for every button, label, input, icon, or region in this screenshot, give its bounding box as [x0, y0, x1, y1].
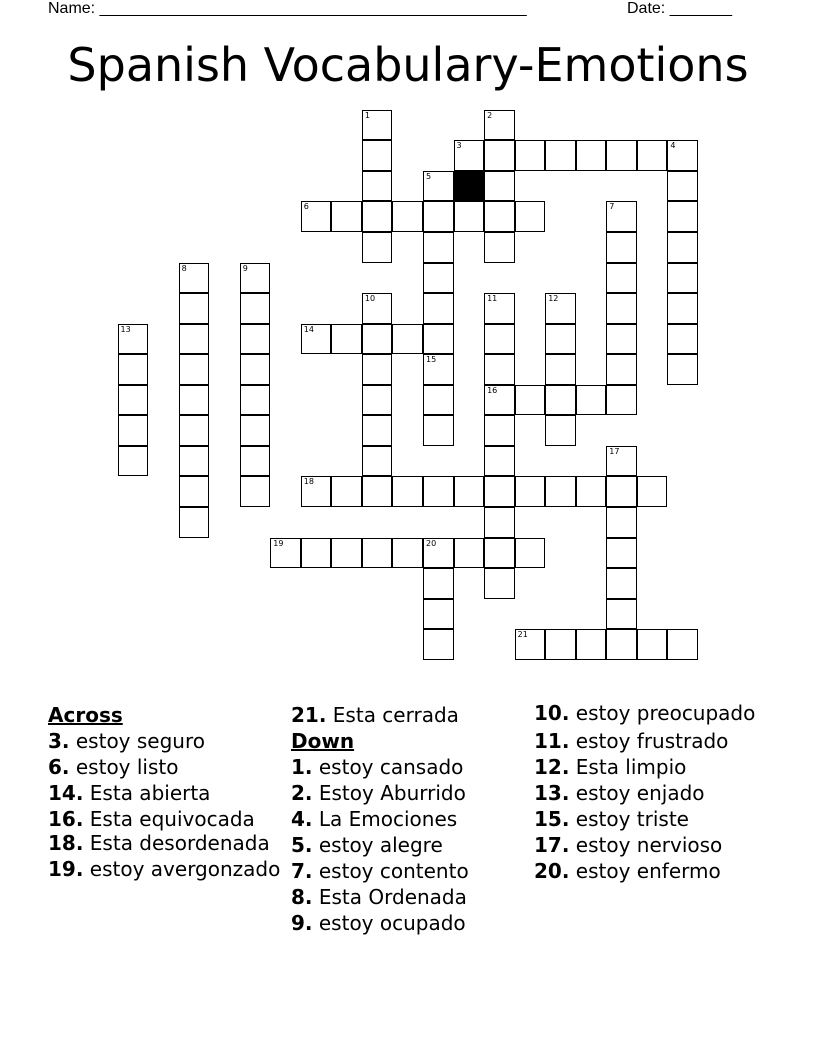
grid-cell[interactable] [240, 293, 271, 324]
grid-cell[interactable] [667, 232, 698, 263]
clue-across-19: 19. estoy avergonzado [48, 857, 281, 881]
grid-cell[interactable] [240, 263, 271, 294]
grid-cell[interactable] [118, 324, 149, 355]
cell-number: 5 [426, 171, 432, 181]
grid-cell[interactable] [484, 293, 515, 324]
grid-cell[interactable] [515, 140, 546, 171]
grid-cell[interactable] [545, 293, 576, 324]
clue-down-12: 12. Esta limpio [534, 755, 687, 779]
grid-cell[interactable] [423, 171, 454, 202]
grid-cell[interactable] [423, 599, 454, 630]
grid-cell[interactable] [118, 415, 149, 446]
grid-cell[interactable] [637, 476, 668, 507]
grid-cell[interactable] [606, 507, 637, 538]
grid-cell[interactable] [240, 476, 271, 507]
clue-down-9: 9. estoy ocupado [291, 911, 466, 935]
grid-cell[interactable] [606, 324, 637, 355]
grid-cell[interactable] [423, 415, 454, 446]
cell-number: 1 [364, 110, 370, 120]
grid-cell[interactable] [423, 568, 454, 599]
grid-cell[interactable] [606, 629, 637, 660]
grid-cell[interactable] [606, 232, 637, 263]
page-title: Spanish Vocabulary-Emotions [67, 38, 749, 92]
grid-cell[interactable] [667, 354, 698, 385]
grid-cell[interactable] [392, 538, 423, 569]
clue-down-11: 11. estoy frustrado [534, 729, 729, 753]
grid-cell[interactable] [331, 538, 362, 569]
clue-down-7: 7. estoy contento [291, 859, 469, 883]
cell-number: 2 [487, 110, 493, 120]
grid-cell[interactable] [362, 201, 393, 232]
grid-cell[interactable] [667, 140, 698, 171]
clues-column-3 [534, 702, 769, 884]
grid-cell[interactable] [637, 140, 668, 171]
cell-number: 14 [303, 324, 314, 334]
grid-cell[interactable] [301, 201, 332, 232]
grid-cell[interactable] [179, 415, 210, 446]
grid-cell[interactable] [240, 385, 271, 416]
grid-cell[interactable] [362, 140, 393, 171]
clues-column-1 [48, 702, 283, 884]
grid-cell[interactable] [392, 476, 423, 507]
cell-number: 16 [487, 385, 498, 395]
grid-cell[interactable] [362, 538, 393, 569]
cell-number: 4 [670, 141, 676, 151]
clue-across-6: 6. estoy listo [48, 755, 179, 779]
grid-cell[interactable] [606, 385, 637, 416]
grid-cell[interactable] [423, 354, 454, 385]
name-field-label: Name: ________________________________________________ [48, 0, 527, 17]
grid-cell[interactable] [484, 476, 515, 507]
grid-cell[interactable] [515, 385, 546, 416]
clue-down-10: 10. estoy preocupado [534, 701, 756, 725]
grid-cell[interactable] [179, 293, 210, 324]
grid-cell[interactable] [545, 354, 576, 385]
grid-cell[interactable] [545, 415, 576, 446]
grid-cell[interactable] [515, 476, 546, 507]
down-heading: Down [291, 729, 355, 753]
grid-cell[interactable] [606, 263, 637, 294]
grid-cell[interactable] [576, 476, 607, 507]
clue-down-20: 20. estoy enfermo [534, 859, 721, 883]
grid-cell[interactable] [454, 140, 485, 171]
across-heading: Across [48, 703, 123, 727]
grid-cell[interactable] [667, 171, 698, 202]
grid-cell[interactable] [606, 599, 637, 630]
grid-cell[interactable] [515, 201, 546, 232]
clue-across-14: 14. Esta abierta [48, 781, 211, 805]
grid-cell[interactable] [667, 263, 698, 294]
grid-cell[interactable] [362, 354, 393, 385]
clue-down-13: 13. estoy enjado [534, 781, 705, 805]
cell-number: 17 [609, 446, 620, 456]
grid-cell[interactable] [179, 476, 210, 507]
grid-cell[interactable] [606, 538, 637, 569]
grid-cell[interactable] [362, 110, 393, 141]
grid-cell[interactable] [240, 446, 271, 477]
grid-cell[interactable] [545, 140, 576, 171]
grid-cell[interactable] [484, 324, 515, 355]
clue-across-21: 21. Esta cerrada [291, 703, 459, 727]
grid-cell[interactable] [423, 538, 454, 569]
clues-column-2 [291, 702, 526, 936]
clue-across-16: 16. Esta equivocada [48, 807, 255, 831]
grid-cell[interactable] [240, 324, 271, 355]
clue-down-17: 17. estoy nervioso [534, 833, 723, 857]
grid-cell[interactable] [576, 140, 607, 171]
grid-cell[interactable] [179, 324, 210, 355]
grid-cell[interactable] [362, 385, 393, 416]
clue-across-3: 3. estoy seguro [48, 729, 205, 753]
grid-cell[interactable] [362, 293, 393, 324]
cell-number: 10 [364, 294, 376, 304]
clue-across-18: 18. Esta desordenada [48, 831, 270, 855]
grid-cell[interactable] [606, 476, 637, 507]
grid-cell[interactable] [362, 476, 393, 507]
grid-cell[interactable] [423, 263, 454, 294]
grid-cell[interactable] [606, 201, 637, 232]
grid-cell[interactable] [515, 629, 546, 660]
grid-cell[interactable] [576, 385, 607, 416]
clue-down-2: 2. Estoy Aburrido [291, 781, 466, 805]
grid-cell[interactable] [392, 201, 423, 232]
grid-cell[interactable] [484, 507, 515, 538]
grid-cell[interactable] [362, 232, 393, 263]
grid-cell[interactable] [423, 385, 454, 416]
clue-down-4: 4. La Emociones [291, 807, 458, 831]
clue-down-1: 1. estoy cansado [291, 755, 464, 779]
grid-cell[interactable] [484, 171, 515, 202]
grid-cell[interactable] [362, 171, 393, 202]
grid-cell[interactable] [118, 446, 149, 477]
grid-cell[interactable] [392, 324, 423, 355]
grid-cell[interactable] [667, 324, 698, 355]
cell-number: 15 [426, 355, 437, 365]
grid-cell[interactable] [484, 232, 515, 263]
grid-cell[interactable] [606, 354, 637, 385]
grid-cell[interactable] [301, 538, 332, 569]
grid-cell[interactable] [423, 629, 454, 660]
grid-cell[interactable] [545, 324, 576, 355]
grid-cell[interactable] [331, 201, 362, 232]
grid-cell[interactable] [484, 385, 515, 416]
grid-cell[interactable] [606, 140, 637, 171]
grid-cell[interactable] [118, 385, 149, 416]
grid-cell[interactable] [240, 415, 271, 446]
grid-cell[interactable] [270, 538, 301, 569]
grid-cell[interactable] [179, 446, 210, 477]
grid-cell-blocked [454, 171, 485, 202]
grid-cell[interactable] [606, 293, 637, 324]
grid-cell[interactable] [484, 568, 515, 599]
grid-cell[interactable] [484, 415, 515, 446]
grid-cell[interactable] [179, 263, 210, 294]
cell-number: 8 [181, 263, 187, 273]
grid-cell[interactable] [667, 201, 698, 232]
grid-cell[interactable] [423, 324, 454, 355]
cell-number: 12 [548, 294, 559, 304]
cell-number: 13 [120, 324, 131, 334]
grid-cell[interactable] [331, 324, 362, 355]
cell-number: 21 [517, 630, 528, 640]
grid-cell[interactable] [423, 201, 454, 232]
grid-cell[interactable] [179, 385, 210, 416]
cell-number: 20 [426, 538, 437, 548]
grid-cell[interactable] [362, 324, 393, 355]
grid-cell[interactable] [362, 446, 393, 477]
cell-number: 9 [242, 263, 248, 273]
grid-cell[interactable] [179, 507, 210, 538]
grid-cell[interactable] [423, 232, 454, 263]
grid-cell[interactable] [606, 446, 637, 477]
grid-cell[interactable] [240, 354, 271, 385]
grid-cell[interactable] [362, 415, 393, 446]
grid-cell[interactable] [301, 324, 332, 355]
grid-cell[interactable] [606, 568, 637, 599]
grid-cell[interactable] [667, 629, 698, 660]
cell-number: 3 [456, 141, 462, 151]
grid-cell[interactable] [637, 629, 668, 660]
grid-cell[interactable] [484, 354, 515, 385]
cell-number: 19 [273, 538, 284, 548]
cell-number: 18 [303, 477, 314, 487]
cell-number: 11 [487, 294, 498, 304]
grid-cell[interactable] [515, 538, 546, 569]
date-field-label: Date: _______ [627, 0, 732, 17]
grid-cell[interactable] [454, 201, 485, 232]
cell-number: 7 [609, 202, 615, 212]
grid-cell[interactable] [454, 538, 485, 569]
grid-cell[interactable] [301, 476, 332, 507]
grid-cell[interactable] [423, 476, 454, 507]
grid-cell[interactable] [484, 110, 515, 141]
grid-cell[interactable] [423, 293, 454, 324]
grid-cell[interactable] [118, 354, 149, 385]
clue-down-8: 8. Esta Ordenada [291, 885, 467, 909]
grid-cell[interactable] [484, 446, 515, 477]
grid-cell[interactable] [484, 201, 515, 232]
grid-cell[interactable] [179, 354, 210, 385]
grid-cell[interactable] [667, 293, 698, 324]
grid-cell[interactable] [454, 476, 485, 507]
grid-cell[interactable] [545, 629, 576, 660]
grid-cell[interactable] [576, 629, 607, 660]
grid-cell[interactable] [545, 476, 576, 507]
cell-number: 6 [303, 202, 309, 212]
grid-cell[interactable] [484, 140, 515, 171]
grid-cell[interactable] [331, 476, 362, 507]
grid-cell[interactable] [545, 385, 576, 416]
clue-down-15: 15. estoy triste [534, 807, 689, 831]
grid-cell[interactable] [484, 538, 515, 569]
clue-down-5: 5. estoy alegre [291, 833, 443, 857]
